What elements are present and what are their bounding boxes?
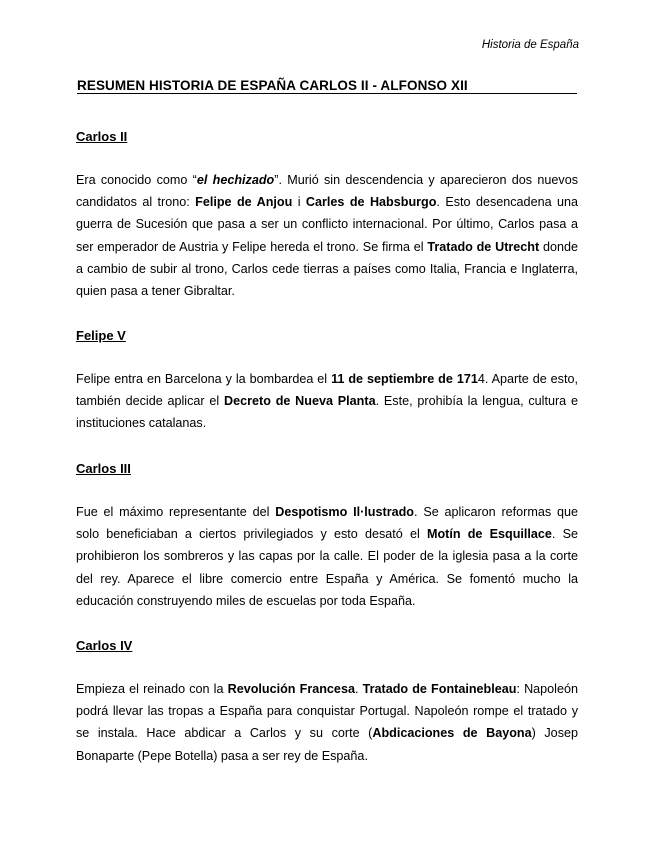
paragraph-carlos-iv: Empieza el reinado con la Revolución Francesa. Tratado de Fontainebleau: Napoleón podrá llevar las tropas a España para conquistar Portugal. Napoleón rompe el tratado y se instala. Hace abdicar a Carlos y su corte (Abdicaciones de Bayona) Josep Bonaparte (Pepe Botella) pasa a ser rey de España. xyxy=(76,682,578,763)
section-heading-carlos-iii: Carlos III xyxy=(76,461,131,476)
section-heading-felipe-v: Felipe V xyxy=(76,328,126,343)
paragraph-carlos-ii: Era conocido como “el hechizado”. Murió sin descendencia y aparecieron dos nuevos candidatos al trono: Felipe de Anjou i Carles de Habsburgo. Esto desencadena una guerra de Sucesión que pasa a ser un conflicto internacional. Por último, Carlos pasa a ser emperador de Austria y Felipe hereda el trono. Se firma el Tratado de Utrecht donde a cambio de subir al trono, Carlos cede tierras a países como Italia, Francia e Inglaterra, quien pasa a tener Gibraltar. xyxy=(76,173,579,299)
section-heading-carlos-ii: Carlos II xyxy=(76,129,128,144)
document-title: RESUMEN HISTORIA DE ESPAÑA CARLOS II - ALFONSO XII xyxy=(77,79,577,94)
paragraph-felipe-v: Felipe entra en Barcelona y la bombardea el 11 de septiembre de 1714. Aparte de esto, también decide aplicar el Decreto de Nueva Planta. Este, prohibía la lengua, cultura e instituciones catalanas. xyxy=(76,372,578,431)
section-heading-carlos-iv: Carlos IV xyxy=(76,638,133,653)
running-header: Historia de España xyxy=(481,39,579,51)
paragraph-carlos-iii: Fue el máximo representante del Despotismo Il·lustrado. Se aplicaron reformas que solo beneficiaban a ciertos privilegiados y esto desató el Motín de Esquillace. Se prohibieron los sombreros y las capas por la calle. El poder de la iglesia pasa a la corte del rey. Aparece el libre comercio entre España y América. Se fomentó mucho la educación construyendo miles de escuelas por toda España. xyxy=(76,505,579,608)
